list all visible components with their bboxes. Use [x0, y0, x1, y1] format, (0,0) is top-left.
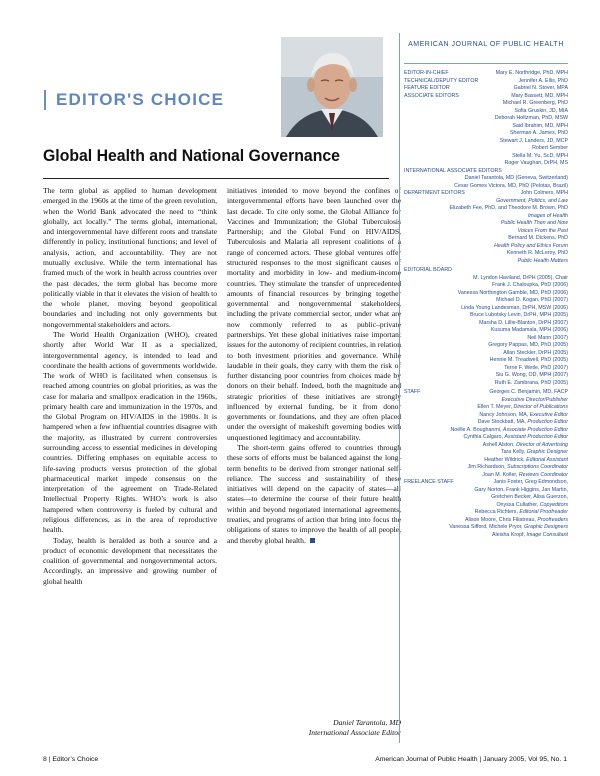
- staff-title: Reviews Coordinator: [518, 471, 568, 478]
- footer-right: American Journal of Public Health | January 2005, Vol 95, No. 1: [375, 756, 567, 763]
- staff-title: Director of Advertising: [516, 441, 568, 448]
- freelance-title: Graphic Designers: [524, 524, 568, 530]
- department-editor: Elizabeth Fee, PhD, and Theodore M. Brown, PhD: [449, 205, 568, 211]
- staff-member: [404, 472, 568, 480]
- staff-name: Ashell Alston,: [482, 441, 515, 448]
- staff-title: Assistant Production Editor: [504, 434, 568, 440]
- board-member: M. Lyndon Haviland, DrPH (2005), Chair: [473, 274, 568, 281]
- section-header: [44, 90, 224, 110]
- staff-title: Subscriptions Coordinator: [507, 464, 568, 470]
- masthead-row: TECHNICAL/DEPUTY EDITOR Jennifer A. Ellis, PhD: [404, 77, 568, 84]
- associate-editor: Stella M. Yu, ScD, MPH: [512, 152, 568, 159]
- associate-editors-list: [404, 100, 568, 168]
- author-signature: [227, 718, 401, 738]
- freelance-list: [404, 487, 568, 540]
- staff-member: [404, 449, 568, 457]
- associate-editor: Robert Sember: [532, 145, 568, 151]
- staff-member: [404, 464, 568, 472]
- masthead: [399, 33, 567, 743]
- freelance-title: Editorial Proofreader: [519, 509, 568, 515]
- department-name: Public Health Then and Now: [500, 220, 568, 226]
- editorial-board-list: [404, 275, 568, 388]
- editorial-board-label: EDITORIAL BOARD: [404, 267, 452, 273]
- staff-name: Tara Kelly,: [500, 449, 526, 455]
- author-photo-illustration: [281, 37, 383, 137]
- signature-name: Daniel Tarantola, MD: [333, 718, 401, 727]
- board-member: Marsha D. Lillie-Blanton, DrPH (2007): [479, 319, 568, 326]
- associate-editor: Sofia Gruskin, JD, MIA: [514, 107, 568, 114]
- title-rule: [43, 178, 389, 179]
- freelance-member: [404, 509, 568, 517]
- staff-name: Noëlle A. Boughanmi,: [450, 426, 502, 433]
- department-editor: Kenneth R. McLeroy, PhD: [506, 250, 568, 256]
- associate-editor: Said Ibrahim, MD, MPH: [512, 122, 568, 129]
- board-member: Bruce Lubotsky Levin, DrPH, MPH (2005): [469, 312, 568, 318]
- freelance-member: [404, 502, 568, 510]
- author-photo: [281, 37, 383, 137]
- staff-name: Nancy Johnson, MA,: [479, 411, 529, 418]
- article-column-2: [227, 186, 401, 546]
- freelance-title: Copyeditors: [539, 501, 568, 508]
- freelance-name: Aleisha Kropf,: [492, 531, 525, 538]
- paragraph: The term global as applied to human development emerged in the 1960s at the time of the green revolution, when the World Bank advocated the need to “think globally, act locally.” The terms global, international, and intergovernmental have different roots and translate differently in policy, institutional functions; and level of analysis, action, and accountability. They are not mutually exclusive. While the term international has framed much of the work in health across countries over the past decades, the term global has become more politically viable in that it elevates the vision of health to the whole planet, moving beyond geopolitical boundaries and including not only governments but nongovernmental stakeholders and actors.: [43, 186, 217, 329]
- staff-member: [404, 442, 568, 450]
- paragraph-text: The short-term gains offered to countries through these sorts of efforts must be balanced against the long-term benefits to be derived from stronger national self-reliance. The success and sustainability of these initiatives will depend on the capacity of states—all states—to determine the course of their future health within and beyond negotiated international agreements, treaties, and programs of action that bring into focus the obligations of states to improve the health of all people, and thereby global health.: [227, 443, 401, 545]
- department-name: Government, Politics, and Law: [496, 197, 568, 204]
- staff-name: Jim Richardson,: [467, 464, 506, 470]
- department-name: Health Policy and Ethics Forum: [494, 242, 568, 249]
- journal-title: AMERICAN JOURNAL OF PUBLIC HEALTH: [408, 41, 564, 48]
- freelance-title: Proofreaders: [537, 516, 568, 523]
- freelance-title: Image Consultant: [526, 531, 568, 538]
- board-member: Gregory Pappas, MD, PhD (2005): [488, 342, 568, 348]
- page-footer: [43, 756, 567, 763]
- department-editors-list: [404, 205, 568, 265]
- board-member: Hennie M. Treadwell, PhD (2005): [489, 357, 568, 363]
- department-name: Public Health Matters: [517, 257, 568, 264]
- associate-editor: Roger Vaughan, DrPH, MS: [504, 160, 568, 166]
- paragraph: Today, health is heralded as both a source and a product of economic development that necessitates the coalition of governmental and nongovernmental actors. Accordingly, an impressive and growing number of global health: [43, 535, 217, 586]
- board-member: Terrie F. Wetle, PhD (2007): [504, 364, 568, 371]
- staff-title: Graphic Designer: [526, 449, 568, 455]
- board-member: Frank J. Chaloupka, PhD (2006): [492, 282, 568, 288]
- freelance-names: Gretchen Becker, Alisa Guerzon,: [491, 494, 568, 500]
- masthead-row: STAFF Georges C. Benjamin, MD, FACP: [404, 389, 568, 395]
- department-name: Images of Health: [527, 212, 568, 219]
- masthead-row: EDITOR-IN-CHIEF Mary E. Northridge, PhD, MPH: [404, 70, 568, 76]
- staff-member: [404, 404, 568, 412]
- staff-member: [404, 457, 568, 465]
- staff-member: [404, 412, 568, 420]
- board-member: Michael D. Kogan, PhD (2007): [496, 297, 568, 303]
- board-member: Linda Young Landesman, DrPH, MSW (2006): [461, 304, 568, 311]
- section-label: EDITOR'S CHOICE: [56, 90, 225, 109]
- masthead-body: [404, 70, 568, 539]
- staff-name: Joan M. Koller,: [482, 471, 518, 478]
- board-member: Kusuma Madamala, MPH (2006): [490, 327, 568, 333]
- staff-title: Director of Publications: [513, 404, 568, 410]
- associate-editor: Sherman A. James, PhD: [510, 130, 568, 136]
- staff-title: Executive Director/Publisher: [501, 396, 568, 403]
- board-member: Siu G. Wong, OD, MPH (2007): [495, 372, 568, 378]
- staff-member: [404, 427, 568, 435]
- staff-member: [404, 419, 568, 427]
- freelance-name: Alison Moore, Chris Filiatreau,: [464, 516, 536, 523]
- signature-title: International Associate Editor: [308, 728, 401, 737]
- board-member: Vanessa Northington Gamble, MD, PhD (2006): [457, 289, 568, 296]
- department-editor: Bernard M. Dickens, PhD: [508, 235, 568, 241]
- associate-editor: Stewart J. Landers, JD, MCP: [499, 137, 568, 144]
- associate-editor: Deborah Holtzman, PhD, MSW: [494, 115, 568, 121]
- intl-editor: Cesar Gomes Victora, MD, PhD (Pelotas, Brazil): [454, 182, 568, 189]
- masthead-rule: [404, 63, 568, 64]
- associate-editor: Michael R. Greenberg, PhD: [502, 100, 568, 106]
- staff-name: Ellen T. Meyer,: [477, 404, 513, 410]
- freelance-member: [404, 524, 568, 532]
- staff-name: Dave Stockbatt, MA,: [477, 419, 526, 425]
- staff-title: Executive Editor: [529, 411, 568, 418]
- masthead-row: DEPARTMENT EDITORS John Colmers, MPH: [404, 190, 568, 196]
- staff-title: Associate Production Editor: [502, 426, 568, 433]
- department-name: Voices From the Past: [517, 227, 568, 234]
- board-member: Neil Mann (2007): [527, 334, 568, 341]
- intl-editors-list: [404, 175, 568, 190]
- board-member: Allan Steckler, DrPH (2005): [503, 349, 568, 356]
- staff-list: [404, 404, 568, 479]
- end-of-article-mark: [310, 538, 315, 543]
- freelance-names: Gary Norton, Frank Higgins, Jan Martin,: [474, 486, 568, 493]
- freelance-member: [404, 532, 568, 540]
- paragraph: The World Health Organization (WHO), created shortly after World War II as a specialized, intergovernmental agency, is intended to lead and coordinate the health actions of governments worldwide. The work of WHO is facilitated when consensus is reached among countries on global priorities, as was the case for malaria and smallpox eradication in the 1960s, primary health care and immunization in the 1970s, and the Global Program on HIV/AIDS in the 1980s. It is hampered when a few influential countries disagree with the majority, as illustrated by current controversies surrounding access to essential medicines in developing countries. Differing emphases on equitable access to life-saving products versus protection of the global pharmaceutical market impede consensus on the interpretation of the agreement on Trade-Related Intellectual Property Rights. WHO’s work is also hampered when controversy is fueled by cultural and religious differences, as in the area of reproductive health.: [43, 329, 217, 535]
- masthead-row: FREELANCE STAFF Janis Foster, Greg Edmondson,: [404, 479, 568, 485]
- masthead-row: ASSOCIATE EDITORS Mary Bassett, MD, MPH: [404, 92, 568, 99]
- freelance-name: Rebecca Richters,: [474, 509, 518, 515]
- freelance-member: [404, 517, 568, 525]
- intl-editor: Daniel Tarantola, MD (Geneva, Switzerland): [464, 175, 568, 181]
- footer-left: 8 | Editor’s Choice: [43, 756, 99, 763]
- paragraph: initiatives intended to move beyond the confines of intergovernmental efforts have been launched over the last decade. To cite only some, the Global Alliance for Vaccines and Immunization; the Global Tuberculosis Partnership; and the Global Fund on HIV/AIDS, Tuberculosis and Malaria all represent coalitions of a range of concerned actors. These global ventures offer structured responses to the most significant causes of mortality and morbidity in low- and medium-income countries. They stimulate the transfer of unprecedented amounts of financial resources by bringing together governmental and nongovernmental stakeholders, including the private commercial sector, under what are now commonly referred to as public–private partnerships. Yet these global initiatives raise important issues for the autonomy of recipient countries, in relation to both investment priorities and governance. While laudable in their goals, they carry with them the risk of further distancing poor countries from choices made by donors on their behalf. Indeed, both the magnitude and strategic priorities of these initiatives are strongly influenced by external funding, be it from donor governments or foundations, and they are often placed under the oversight of makeshift governing bodies with unquestioned legitimacy and accountability.: [227, 186, 401, 442]
- freelance-name: Onyssa Cullather,: [496, 501, 539, 508]
- paragraph: [227, 443, 401, 546]
- staff-title: Editorial Assistant: [526, 456, 568, 463]
- section-header-bar: [44, 90, 46, 110]
- freelance-name: Vanessa Sifford, Michele Pryor,: [449, 524, 523, 530]
- staff-name: Cynthia Calgaro,: [463, 434, 503, 440]
- staff-name: Heather Wildrick,: [484, 456, 525, 463]
- article-column-1: [43, 186, 217, 587]
- article-title: Global Health and National Governance: [43, 146, 340, 165]
- intl-editors-label: INTERNATIONAL ASSOCIATE EDITORS: [404, 167, 502, 174]
- staff-title: Production Editor: [527, 419, 568, 425]
- staff-member: [404, 434, 568, 442]
- masthead-row: FEATURE EDITOR Gabriel N. Stover, MPA: [404, 85, 568, 91]
- board-member: Ruth E. Zambrana, PhD (2005): [494, 379, 568, 386]
